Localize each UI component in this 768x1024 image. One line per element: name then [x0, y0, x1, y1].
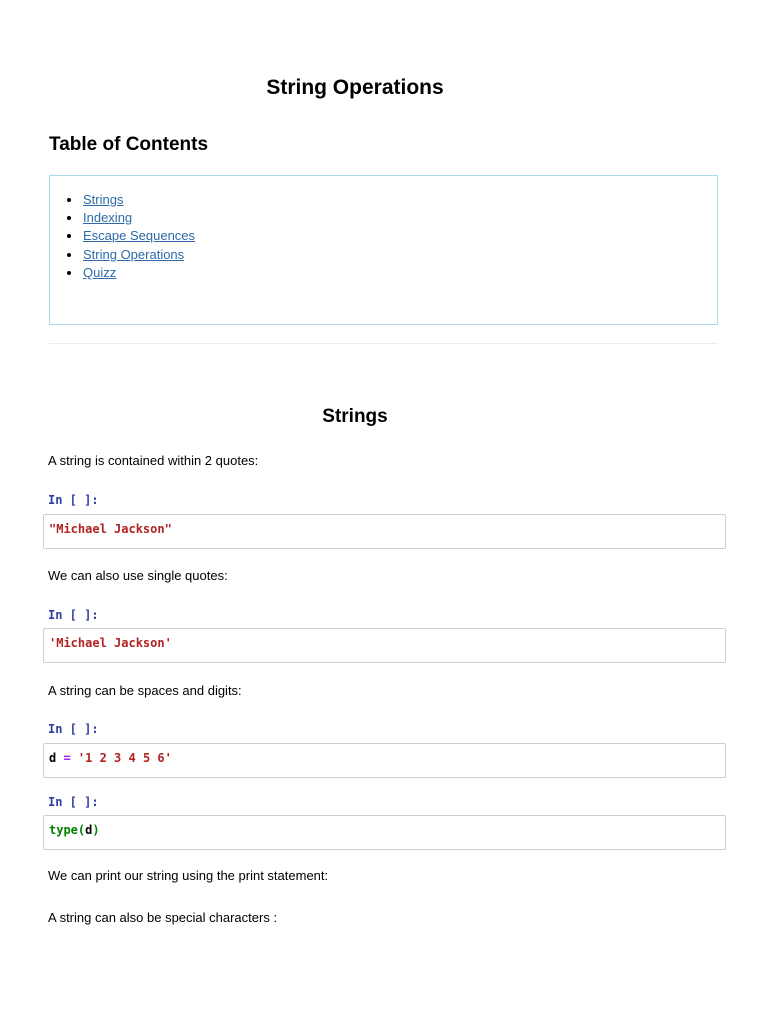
page-title: String Operations [266, 76, 444, 99]
code-text [49, 750, 172, 766]
toc-link-indexing[interactable]: Indexing [83, 210, 133, 226]
bullet-icon [67, 234, 71, 238]
toc-link-string-operations[interactable]: String Operations [83, 246, 185, 262]
toc-item-escape-sequences [64, 227, 195, 245]
code-cell[interactable] [43, 815, 726, 850]
code-cell[interactable] [43, 514, 726, 549]
code-builtin: type( [49, 823, 86, 837]
code-paren: ) [92, 823, 100, 837]
code-string: '1 2 3 4 5 6' [77, 751, 172, 765]
cell-prompt: In [ ]: [48, 493, 99, 507]
code-text [49, 822, 100, 838]
bullet-icon [67, 271, 71, 275]
code-cell[interactable] [43, 628, 726, 663]
code-text: "Michael Jackson" [49, 522, 172, 536]
toc-item-strings [64, 191, 195, 209]
toc-item-quizz [64, 264, 195, 282]
toc-link-escape-sequences[interactable]: Escape Sequences [83, 228, 196, 244]
paragraph: We can also use single quotes: [48, 568, 228, 583]
paragraph: A string can also be special characters : [48, 910, 278, 925]
toc-item-string-operations [64, 246, 195, 264]
cell-prompt: In [ ]: [48, 795, 99, 809]
cell-prompt: In [ ]: [48, 722, 99, 736]
toc-link-quizz[interactable]: Quizz [83, 264, 117, 280]
toc-link-strings[interactable]: Strings [83, 192, 124, 207]
toc-list [64, 191, 195, 282]
bullet-icon [67, 198, 71, 202]
paragraph: A string is contained within 2 quotes: [48, 453, 259, 468]
toc-box [49, 175, 718, 325]
paragraph: A string can be spaces and digits: [48, 683, 242, 698]
paragraph: We can print our string using the print statement: [48, 868, 329, 883]
code-argument: d [85, 823, 93, 837]
code-cell[interactable] [43, 743, 726, 778]
section-heading-strings: Strings [322, 406, 388, 427]
toc-item-indexing [64, 209, 195, 227]
bullet-icon [67, 253, 71, 257]
cell-prompt: In [ ]: [48, 608, 99, 622]
toc-heading: Table of Contents [49, 134, 209, 155]
divider [49, 343, 718, 344]
code-operator: = [56, 751, 78, 765]
code-text: 'Michael Jackson' [49, 636, 172, 650]
bullet-icon [67, 216, 71, 220]
code-variable: d [49, 751, 57, 765]
